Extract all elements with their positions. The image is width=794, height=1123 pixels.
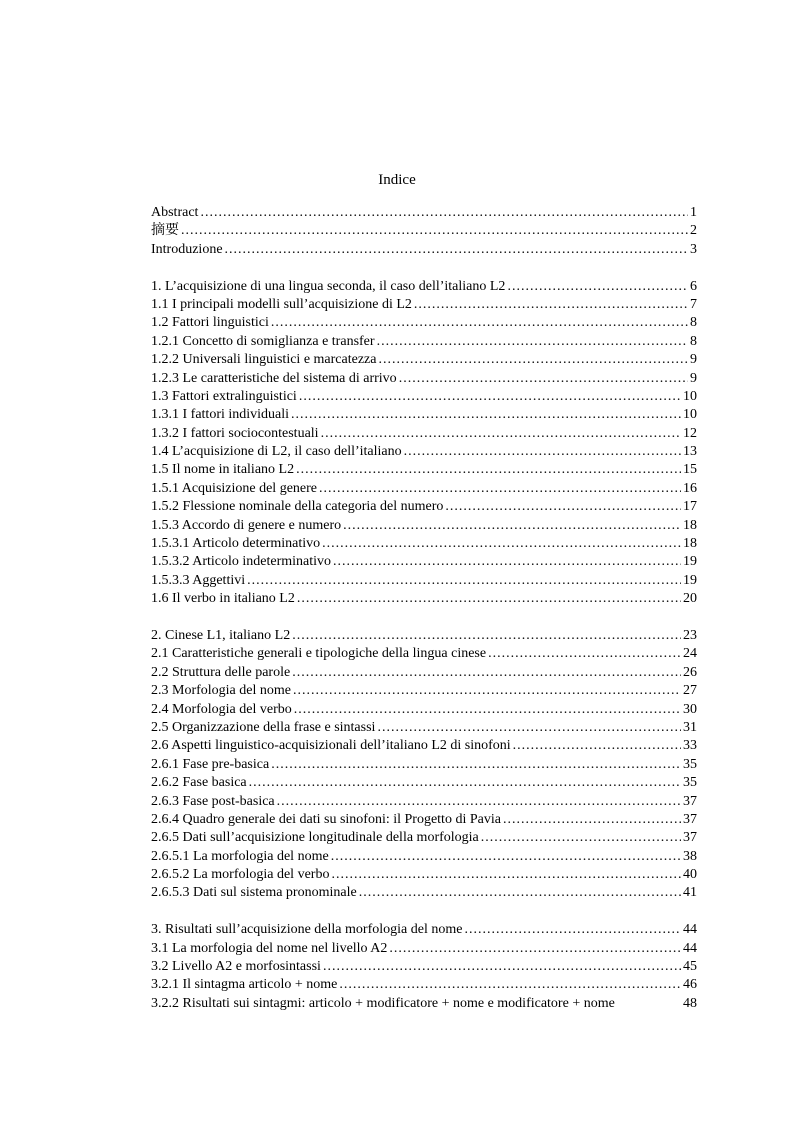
toc-dot-leader (464, 921, 681, 939)
toc-dot-leader (343, 517, 681, 535)
toc-page-number: 10 (683, 407, 697, 423)
toc-dot-leader (359, 884, 681, 902)
toc-entry[interactable] (151, 278, 697, 296)
toc-dot-leader (378, 351, 688, 369)
toc-entry[interactable] (151, 664, 697, 682)
toc-page-number: 19 (683, 554, 697, 570)
toc-entry-label: 3.2.2 Risultati sui sintagmi: articolo + modificatore + nome e modificatore + nome (151, 995, 615, 1011)
toc-entry-label: 1.5.3.1 Articolo determinativo (151, 536, 321, 552)
toc-entry[interactable] (151, 370, 697, 388)
toc-page-number: 38 (683, 848, 697, 864)
toc-dot-leader (377, 333, 688, 351)
toc-page-number: 1 (690, 205, 697, 220)
toc-dot-leader (399, 370, 688, 388)
toc-dot-leader (291, 406, 681, 424)
toc-entry[interactable] (151, 222, 697, 240)
toc-dot-leader (507, 278, 688, 296)
toc-page-number: 31 (683, 719, 697, 735)
toc-entry-label: 2.4 Morfologia del verbo (151, 701, 292, 717)
toc-entry[interactable] (151, 241, 697, 259)
toc-entry-label: 1.3.1 I fattori individuali (151, 407, 290, 423)
toc-dot-leader (292, 664, 681, 682)
toc-entry[interactable] (151, 406, 697, 424)
toc-page-number: 44 (683, 940, 697, 956)
toc-entry[interactable] (151, 572, 697, 590)
toc-page-number: 41 (683, 885, 697, 901)
toc-entry-label: 1.6 Il verbo in italiano L2 (151, 591, 295, 607)
toc-entry[interactable] (151, 204, 697, 222)
toc-entry-label: Introduzione (151, 241, 223, 257)
toc-entry[interactable] (151, 351, 697, 369)
toc-page-number: 24 (683, 646, 697, 662)
toc-dot-leader (247, 572, 681, 590)
toc-dot-leader (503, 811, 681, 829)
toc-entry-label: 1.5 Il nome in italiano L2 (151, 462, 295, 478)
toc-page-number: 44 (683, 922, 697, 938)
toc-entry-label: 2.6.3 Fase post-basica (151, 793, 275, 809)
toc-entry-label: 1.2.3 Le caratteristiche del sistema di arrivo (151, 370, 397, 386)
toc-entry-label: 2.3 Morfologia del nome (151, 683, 291, 699)
toc-page-number: 17 (683, 499, 697, 515)
toc-entry[interactable] (151, 811, 697, 829)
toc-entry-label: 1.5.3.2 Articolo indeterminativo (151, 554, 332, 570)
toc-entry-label: 2. Cinese L1, italiano L2 (151, 627, 291, 643)
toc-dot-leader (339, 976, 681, 994)
toc-page-number: 33 (683, 738, 697, 754)
toc-page-number: 9 (690, 370, 697, 386)
toc-page-number: 10 (683, 388, 697, 404)
toc-dot-leader (331, 848, 681, 866)
toc-dot-leader (488, 645, 681, 663)
toc-page-number: 6 (690, 278, 697, 294)
toc-page-number: 40 (683, 867, 697, 883)
toc-entry[interactable] (151, 921, 697, 939)
toc-entry[interactable] (151, 701, 697, 719)
toc-dot-leader (225, 241, 688, 259)
toc-entry[interactable] (151, 443, 697, 461)
toc-dot-leader (271, 756, 681, 774)
toc-entry[interactable] (151, 590, 697, 608)
toc-entry[interactable] (151, 535, 697, 553)
toc-section (151, 627, 697, 903)
toc-page-number: 45 (683, 959, 697, 975)
toc-entry[interactable] (151, 480, 697, 498)
toc-entry-label: 1.3 Fattori extralinguistici (151, 388, 297, 404)
toc-entry[interactable] (151, 976, 697, 994)
toc-dot-leader (249, 774, 681, 792)
toc-page-number: 27 (683, 683, 697, 699)
toc-page-number: 23 (683, 627, 697, 643)
toc-dot-leader (297, 590, 681, 608)
toc-entry-label: 1.3.2 I fattori sociocontestuali (151, 425, 319, 441)
toc-entry-label: Abstract (151, 205, 199, 220)
toc-entry-label: 1.4 L’acquisizione di L2, il caso dell’italiano (151, 444, 402, 460)
toc-entry[interactable] (151, 425, 697, 443)
toc-entry[interactable] (151, 940, 697, 958)
toc-dot-leader (323, 958, 681, 976)
toc-entry-label: 摘要 (151, 223, 179, 239)
toc-dot-leader (322, 535, 681, 553)
toc-page-number: 16 (683, 480, 697, 496)
toc-section (151, 921, 697, 1013)
toc-entry-label: 2.6.5.2 La morfologia del verbo (151, 867, 330, 883)
toc-entry-label: 2.5 Organizzazione della frase e sintassi (151, 719, 376, 735)
toc-page-number: 37 (683, 811, 697, 827)
toc-entry-label: 1.5.1 Acquisizione del genere (151, 480, 318, 496)
toc-dot-leader (404, 443, 681, 461)
toc-entry-label: 1.1 I principali modelli sull’acquisizione di L2 (151, 296, 412, 312)
toc-section (151, 278, 697, 609)
toc-page-number: 19 (683, 572, 697, 588)
toc-entry[interactable] (151, 498, 697, 516)
toc-page-number: 9 (690, 352, 697, 368)
toc-dot-leader (277, 793, 681, 811)
toc-entry-label: 1.2.2 Universali linguistici e marcatezza (151, 352, 377, 368)
toc-entry[interactable] (151, 866, 697, 884)
toc-entry-label: 2.6.2 Fase basica (151, 775, 247, 791)
toc-page-number: 12 (683, 425, 697, 441)
toc-page-number: 46 (683, 977, 697, 993)
toc-entry-label: 1. L’acquisizione di una lingua seconda, il caso dell’italiano L2 (151, 278, 506, 294)
toc-entry[interactable] (151, 774, 697, 792)
toc-entry-label: 2.6.5.3 Dati sul sistema pronominale (151, 885, 357, 901)
toc-entry-label: 1.2.1 Concetto di somiglianza e transfer (151, 333, 375, 349)
toc-entry[interactable] (151, 553, 697, 571)
toc-dot-leader (181, 222, 688, 240)
toc-entry-label: 3.2.1 Il sintagma articolo + nome (151, 977, 338, 993)
toc-dot-leader (321, 425, 681, 443)
toc-entry[interactable] (151, 756, 697, 774)
toc-page-number: 7 (690, 296, 697, 312)
toc-entry[interactable] (151, 645, 697, 663)
toc-dot-leader (299, 388, 681, 406)
toc-page-number: 26 (683, 664, 697, 680)
toc-title: Indice (378, 172, 416, 188)
toc-dot-leader (271, 314, 688, 332)
toc-dot-leader (389, 940, 681, 958)
toc-dot-leader (377, 719, 681, 737)
toc-entry[interactable] (151, 314, 697, 332)
toc-entry-label: 2.6.5.1 La morfologia del nome (151, 848, 329, 864)
toc-page-number: 8 (690, 315, 697, 331)
toc-entry[interactable] (151, 719, 697, 737)
toc-entry-label: 1.5.2 Flessione nominale della categoria del numero (151, 499, 444, 515)
table-of-contents (151, 204, 697, 1032)
toc-page-number: 20 (683, 591, 697, 607)
toc-entry-label: 2.6.4 Quadro generale dei dati su sinofoni: il Progetto di Pavia (151, 811, 501, 827)
toc-entry-label: 1.2 Fattori linguistici (151, 315, 269, 331)
toc-entry[interactable] (151, 995, 697, 1013)
toc-entry[interactable] (151, 517, 697, 535)
toc-entry-label: 2.6 Aspetti linguistico-acquisizionali dell’italiano L2 di sinofoni (151, 738, 511, 754)
toc-page-number: 3 (690, 241, 697, 257)
toc-entry-label: 3.1 La morfologia del nome nel livello A2 (151, 940, 388, 956)
toc-entry-label: 2.1 Caratteristiche generali e tipologiche della lingua cinese (151, 646, 487, 662)
toc-dot-leader (319, 480, 681, 498)
toc-page-number: 37 (683, 830, 697, 846)
toc-page-number: 48 (683, 995, 697, 1011)
toc-entry[interactable] (151, 682, 697, 700)
toc-page-number: 37 (683, 793, 697, 809)
toc-entry[interactable] (151, 793, 697, 811)
toc-page-number: 8 (690, 333, 697, 349)
toc-entry[interactable] (151, 627, 697, 645)
toc-entry[interactable] (151, 958, 697, 976)
toc-page-number: 35 (683, 775, 697, 791)
toc-dot-leader (292, 627, 681, 645)
toc-entry-label: 1.5.3.3 Aggettivi (151, 572, 246, 588)
toc-page-number: 35 (683, 756, 697, 772)
toc-page-number: 18 (683, 536, 697, 552)
toc-dot-leader (414, 296, 688, 314)
toc-entry[interactable] (151, 884, 697, 902)
toc-dot-leader (296, 461, 681, 479)
toc-entry-label: 1.5.3 Accordo di genere e numero (151, 517, 342, 533)
toc-dot-leader (293, 682, 681, 700)
toc-entry-label: 3.2 Livello A2 e morfosintassi (151, 959, 321, 975)
toc-dot-leader (481, 829, 681, 847)
toc-dot-leader (294, 701, 681, 719)
toc-page-number: 13 (683, 444, 697, 460)
toc-section (151, 204, 697, 259)
toc-page-number: 15 (683, 462, 697, 478)
toc-entry[interactable] (151, 848, 697, 866)
toc-entry[interactable] (151, 333, 697, 351)
toc-page-number: 18 (683, 517, 697, 533)
toc-dot-leader (333, 553, 681, 571)
toc-entry-label: 3. Risultati sull’acquisizione della morfologia del nome (151, 922, 463, 938)
toc-entry-label: 2.2 Struttura delle parole (151, 664, 291, 680)
toc-entry[interactable] (151, 388, 697, 406)
toc-entry[interactable] (151, 829, 697, 847)
toc-entry[interactable] (151, 296, 697, 314)
toc-entry[interactable] (151, 461, 697, 479)
toc-entry-label: 2.6.5 Dati sull’acquisizione longitudinale della morfologia (151, 830, 479, 846)
toc-entry[interactable] (151, 737, 697, 755)
toc-dot-leader (445, 498, 681, 516)
toc-dot-leader (331, 866, 681, 884)
toc-dot-leader (513, 737, 681, 755)
toc-dot-leader (200, 204, 688, 222)
toc-page-number: 2 (690, 223, 697, 239)
toc-entry-label: 2.6.1 Fase pre-basica (151, 756, 270, 772)
toc-page-number: 30 (683, 701, 697, 717)
